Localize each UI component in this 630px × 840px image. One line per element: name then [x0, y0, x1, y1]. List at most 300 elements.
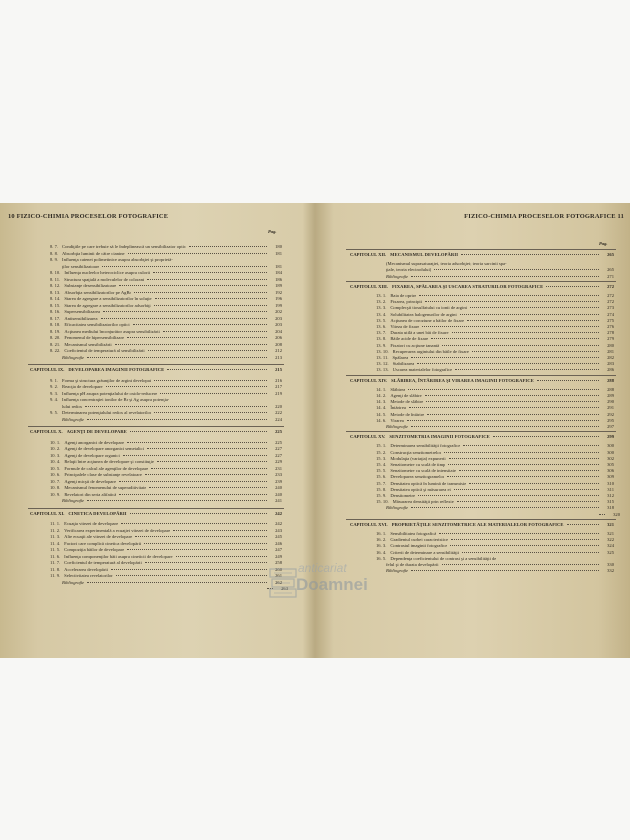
toc-chapter [350, 434, 614, 440]
toc-page-number: 280 [607, 342, 614, 348]
dot-leader [439, 533, 599, 534]
toc-entry [50, 554, 282, 560]
dot-leader [147, 448, 267, 449]
toc-entry-number: 13. 3. [376, 305, 387, 311]
toc-entry-title: Influenţa pH asupra potenţialului de oxido-reducere [62, 390, 158, 396]
toc-entry-title: Fenomenul de hipersensibilizare [64, 335, 125, 340]
dot-leader [85, 406, 267, 407]
toc-entry-title: Reacţia de developare [62, 384, 103, 389]
dot-leader [411, 357, 599, 358]
toc-entry-title: Senzitometre cu scală de timp [390, 462, 446, 467]
dot-leader [411, 570, 599, 571]
toc-page-number: 245 [275, 534, 282, 539]
toc-entry-number: 11. 5. [50, 547, 61, 552]
toc-bibliography [62, 355, 282, 361]
toc-page-number: 276 [607, 324, 614, 329]
toc-entry-title: Durata utilă a unei băi de fixare [390, 330, 449, 336]
chapter-rule [28, 508, 284, 509]
dot-leader [422, 326, 599, 327]
toc-entry-number: 16. 2. [376, 537, 387, 543]
toc-entry-title: Agenţi de developare organici [64, 452, 120, 458]
toc-entry [376, 537, 614, 543]
dot-leader [167, 369, 267, 370]
toc-entry-title: Modulaţia (variaţia) expunerii [390, 455, 446, 461]
toc-entry [386, 261, 614, 267]
toc-entry [50, 342, 282, 348]
toc-entry [376, 418, 614, 424]
toc-page-number: 243 [275, 527, 282, 533]
toc-entry-number: 15. 5. [376, 468, 387, 474]
dot-leader [154, 305, 267, 306]
dot-leader [418, 495, 599, 496]
dot-leader [444, 452, 599, 453]
dot-leader [455, 369, 599, 370]
toc-entry-title: Agenţi anorganici de developare [64, 439, 125, 445]
toc-page-number: 203 [275, 315, 282, 321]
dot-leader [155, 298, 267, 299]
toc-entry-title: Alte ecuaţii ale vitezei de developare [64, 534, 133, 539]
toc-entry [376, 343, 614, 349]
watermark-line-1: anticariat [298, 561, 347, 575]
toc-entry [50, 547, 282, 553]
toc-entry-title: Agenţi micşti de developare [64, 478, 117, 484]
toc-entry-number: 8. 15. [50, 302, 61, 308]
dot-leader [567, 524, 599, 525]
toc-entry-number: 13. 4. [376, 311, 387, 317]
toc-bibliography [386, 568, 614, 574]
dot-leader [153, 272, 267, 273]
toc-entry-title: Coeficientul de temperatură al sensibilizării [64, 348, 145, 353]
toc-entry-title: SENZITOMETRIA IMAGINII FOTOGRAFICE [389, 434, 490, 440]
toc-entry-title: Ecuaţia vitezei de developare [64, 521, 119, 526]
dot-leader [134, 292, 267, 293]
toc-entry [50, 440, 282, 446]
toc-page-number: 239 [275, 478, 282, 484]
chapter-rule [346, 375, 616, 376]
toc-entry-number: 14. 2. [376, 393, 387, 398]
chapter-rule [346, 249, 616, 250]
toc-page-number: 258 [275, 560, 282, 565]
toc-entry [50, 472, 282, 478]
toc-entry-title: Influenţa nucleelor heterociclice asupra culorii [64, 270, 151, 275]
toc-entry [50, 348, 282, 354]
dot-leader [121, 523, 267, 524]
toc-entry-title: felul şi de durata developării [386, 562, 439, 567]
dot-leader [461, 254, 599, 255]
toc-entry [376, 312, 614, 318]
toc-entry-title: Dependenţa coeficientului de contrast şi a sensibilităţii de [390, 555, 497, 561]
toc-entry-title: Revelatori din seria alifatică [64, 491, 117, 497]
toc-bibliography [62, 498, 282, 504]
toc-entry [50, 296, 282, 302]
toc-entry-title: Densitometre [390, 493, 416, 498]
dot-leader [154, 412, 267, 413]
dot-leader [463, 445, 599, 446]
toc-page-number: 208 [275, 341, 282, 347]
toc-page-number: 206 [275, 335, 282, 340]
dot-leader [154, 380, 267, 381]
toc-page-number: 311 [607, 486, 614, 492]
toc-page-number: 286 [607, 367, 614, 373]
toc-page-number: 281 [607, 348, 614, 354]
toc-entry-title: Condiţiile pe care trebuie să le îndeplinească un sensibilizator optic [62, 244, 186, 249]
toc-page-number: 332 [607, 568, 614, 574]
toc-entry-title: Antisensibilizarea [64, 315, 98, 321]
toc-page-number: 196 [275, 296, 282, 301]
toc-page-number: 278 [607, 330, 614, 336]
toc-entry [376, 355, 614, 361]
toc-entry-title: Bibliografie [62, 498, 85, 503]
toc-entry [50, 244, 282, 250]
toc-entry-number: 9. 5. [50, 410, 59, 415]
toc-entry-number: 8. 7. [50, 244, 59, 249]
toc-page-number: 189 [275, 283, 282, 288]
toc-entry-title: Factori care complică cinetica developării [64, 540, 142, 546]
chapter-rule [346, 281, 616, 282]
dot-leader [127, 337, 267, 338]
toc-entry-title: Contrastul imaginii fotografice [390, 543, 448, 549]
toc-entry [376, 443, 614, 449]
dot-leader [103, 311, 267, 312]
toc-entry [50, 270, 282, 276]
toc-page-number: 330 [607, 562, 614, 567]
dot-leader [144, 543, 267, 544]
dot-leader [442, 345, 599, 346]
toc-entry-title: Fixatori cu acţiune tanantă [390, 342, 440, 348]
toc-entry-title: Agenţi de developare anorganici semetalici [64, 446, 144, 451]
toc-entry-number: 10. 5. [50, 465, 61, 471]
toc-entry-title: DEVELOPAREA IMAGINII FOTOGRAFICE [68, 367, 165, 372]
toc-page-number: 271 [607, 273, 614, 279]
toc-entry-title: Selectivitatea revelatorilor [64, 573, 113, 578]
toc-entry [376, 330, 614, 336]
dot-leader [431, 338, 599, 339]
toc-entry-number: CAPITOLUL X. [30, 429, 63, 434]
dot-leader [448, 464, 599, 465]
toc-entry-title: Virarea [390, 417, 404, 423]
toc-page-number: 273 [607, 305, 614, 311]
dot-leader [173, 530, 267, 531]
toc-entry-title: Developarea senzitogramelor [390, 474, 445, 480]
dot-leader [163, 331, 267, 332]
toc-entry-title: ţiale, teoria electrodului) [386, 267, 432, 273]
toc-page-number: 305 [607, 462, 614, 467]
toc-page-number: 310 [607, 480, 614, 486]
toc-page-number: 295 [607, 417, 614, 423]
toc-entry [376, 531, 614, 537]
dot-leader [470, 307, 599, 308]
toc-page-number: 300 [607, 443, 614, 449]
toc-entry-number: 15. 2. [376, 449, 387, 455]
dot-leader [111, 569, 267, 570]
dot-leader [102, 266, 267, 267]
toc-chapter [30, 429, 282, 435]
toc-entry [50, 528, 282, 534]
toc-entry-number: 15. 1. [376, 443, 387, 449]
toc-page-number: 204 [275, 328, 282, 334]
toc-page-number: 231 [275, 465, 282, 471]
toc-page-number: 261 [275, 573, 282, 578]
toc-page-number: 309 [607, 474, 614, 480]
toc-page-number: 227 [275, 452, 282, 458]
toc-entry-title: Substanţe desensibilizatoare [64, 283, 117, 288]
dot-leader [115, 344, 267, 345]
toc-entry-title: Complecşii tiosulfatului cu ionii de argint [390, 305, 467, 311]
dot-leader [119, 494, 267, 495]
toc-page-number: 299 [607, 434, 614, 440]
toc-entry [50, 534, 282, 540]
toc-entry-title: Bibliografie [386, 505, 409, 511]
dot-leader [130, 513, 267, 514]
toc-entry-number: 13. 6. [376, 324, 387, 329]
toc-page-number: 265 [607, 252, 614, 257]
toc-entry [376, 412, 614, 418]
toc-entry-title: Sensibilitatea fotografică [390, 531, 437, 536]
toc-entry-number: 14. 5. [376, 411, 387, 417]
toc-page-number: 227 [275, 446, 282, 451]
toc-entry-number: 8. 21. [50, 341, 61, 347]
toc-entry-title: Determinarea potenţialului redox al revelatorilor [62, 410, 152, 415]
dot-leader [116, 575, 267, 576]
toc-entry-title: Băile acide de fixare [390, 336, 429, 342]
toc-entry [376, 405, 614, 411]
watermark-stamp [268, 561, 368, 633]
toc-entry-title: Formule de calcul ale agenţilor de developare [64, 465, 149, 471]
toc-page-number: 306 [607, 468, 614, 474]
toc-entry-title: Bibliografie [62, 579, 85, 585]
toc-entry-number: 8. 10. [50, 270, 61, 275]
toc-entry-number: 11. 6. [50, 553, 61, 559]
dot-leader [408, 389, 599, 390]
toc-entry-number: 8. 12. [50, 283, 61, 288]
dot-leader [472, 351, 599, 352]
toc-entry [376, 393, 614, 399]
toc-entry-number: 11. 3. [50, 534, 61, 539]
toc-entry [376, 336, 614, 342]
toc-entry-number: 8. 22. [50, 348, 61, 353]
toc-entry-number: 10. 4. [50, 459, 61, 464]
dot-leader [442, 564, 599, 565]
toc-entry-number: 14. 4. [376, 405, 387, 411]
toc-entry [50, 521, 282, 527]
toc-entry [50, 560, 282, 566]
toc-entry-title: CINETICA DEVELOPĂRII [68, 510, 127, 516]
dot-leader [599, 514, 605, 515]
toc-entry-number: 8. 8. [50, 250, 59, 256]
toc-entry-title: Spălarea [392, 355, 409, 360]
toc-entry-number: 13. 11. [376, 355, 389, 360]
toc-page-number: 289 [607, 393, 614, 398]
toc-bibliography [62, 580, 282, 586]
toc-entry-number: CAPITOLUL XIV. [350, 377, 388, 383]
toc-entry-number: 15. 7. [376, 480, 387, 486]
toc-bibliography [386, 505, 614, 511]
toc-entry-number: 8. 19. [50, 328, 61, 334]
toc-page-number: 186 [275, 276, 282, 282]
toc-entry-number: 16. 3. [376, 543, 387, 549]
toc-entry [50, 251, 282, 257]
toc-page-number: 297 [607, 424, 614, 429]
dot-leader [149, 487, 267, 488]
toc-page-number: 199 [275, 302, 282, 308]
toc-entry-number: 8. 14. [50, 296, 61, 301]
dot-leader [449, 458, 599, 459]
toc-entry-number: 11. 7. [50, 560, 61, 565]
toc-entry-number: 11. 2. [50, 527, 61, 533]
toc-entry [376, 550, 614, 556]
toc-entry-number: 15. 6. [376, 474, 387, 480]
toc-page-number: 260 [275, 566, 282, 572]
toc-entry [50, 466, 282, 472]
toc-entry [376, 499, 614, 505]
dot-leader [427, 414, 599, 415]
toc-entry-title: Influenţa catenei polimetinice asupra absorbţiei şi proprietă- [62, 257, 173, 262]
toc-entry-number: 13. 1. [376, 293, 387, 298]
toc-entry [50, 492, 282, 498]
toc-page-number: 300 [607, 449, 614, 455]
toc-entry-title: Bibliografie [386, 424, 409, 429]
toc-page-number: 321 [607, 531, 614, 536]
toc-entry-number: 14. 6. [376, 417, 387, 423]
toc-entry-number: 11. 4. [50, 540, 61, 546]
toc-entry [376, 462, 614, 468]
toc-entry [50, 459, 282, 465]
toc-entry-number: 8. 11. [50, 276, 61, 282]
toc-page-number: 283 [607, 361, 614, 367]
toc-page-number: 290 [607, 399, 614, 405]
toc-entry-number: 9. 2. [50, 384, 59, 389]
toc-entry-number: 16. 5. [376, 555, 387, 561]
toc-entry [376, 293, 614, 299]
toc-entry [50, 541, 282, 547]
toc-entry-number: 13. 10. [376, 348, 389, 354]
dot-leader [459, 470, 599, 471]
toc-entry-title: Baia de oprire [390, 293, 417, 298]
toc-page-number: 288 [607, 386, 614, 392]
dot-leader [87, 582, 267, 583]
toc-entry-title: Starea de agregare a sensibilizatorilor adsorbiţi [64, 302, 151, 308]
toc-entry-number: 11. 8. [50, 566, 61, 572]
toc-entry-number: 10. 3. [50, 452, 61, 458]
toc-entry-title: Măsurarea densităţii prin reflexie [392, 499, 454, 505]
dot-leader [148, 350, 267, 351]
toc-entry-title: Criterii de determinare a sensibilităţii [390, 549, 459, 555]
toc-entry [376, 399, 614, 405]
toc-entry-title: Bibliografie [386, 273, 409, 279]
toc-entry-title: Gradientul curbei caracteristice [390, 537, 448, 543]
dot-leader [157, 461, 267, 462]
dot-leader [189, 246, 267, 247]
chapter-rule [28, 364, 284, 365]
toc-bibliography [386, 274, 614, 280]
toc-page-number: 240 [275, 491, 282, 497]
toc-entry [50, 485, 282, 491]
toc-entry-title: Structura spaţială a moleculelor de colorant [64, 276, 145, 282]
toc-entry-title: Slăbirea [390, 386, 406, 392]
toc-entry [50, 453, 282, 459]
dot-leader [411, 276, 599, 277]
toc-entry-number: 16. 4. [376, 549, 387, 555]
dot-leader [451, 539, 599, 540]
toc-entry-number: 8. 9. [50, 257, 59, 262]
toc-page-number: 318 [607, 505, 614, 511]
toc-entry-number: 8. 20. [50, 335, 61, 340]
toc-entry-title: Agenţi de slăbire [390, 393, 422, 398]
dot-leader [407, 420, 599, 421]
right-running-head: FIZICO-CHIMIA PROCESELOR FOTOGRAFICE 11 [464, 213, 624, 220]
toc-entry [50, 335, 282, 341]
toc-entry-number: 15. 3. [376, 455, 387, 461]
toc-page-number: 233 [275, 472, 282, 477]
toc-entry-title: Solubilitatea halogenurilor de argint [390, 311, 457, 317]
toc-page-number: 224 [275, 416, 282, 422]
toc-entry-title: lului redox [62, 403, 83, 409]
toc-chapter [350, 252, 614, 258]
toc-entry-title: Fixarea, principii [390, 299, 422, 305]
dot-leader [128, 253, 267, 254]
toc-entry [50, 573, 282, 579]
toc-entry-number: 14. 3. [376, 399, 387, 405]
toc-entry-number: CAPITOLUL IX. [30, 367, 65, 372]
toc-page-number: 279 [607, 336, 614, 342]
toc-entry [376, 474, 614, 480]
toc-entry-number: 9. 3. [50, 390, 59, 396]
toc-page-number: 312 [607, 493, 614, 498]
toc-entry-title: FIXAREA, SPĂLAREA ŞI USCAREA STRATURILOR FOTOGRAFICE [391, 283, 544, 289]
toc-entry [376, 556, 614, 562]
toc-page-number: 247 [275, 547, 282, 552]
dot-leader [87, 357, 267, 358]
toc-page-number: 263 [281, 586, 288, 591]
toc-page-number: 202 [275, 309, 282, 314]
toc-entry-title: Influenţa componenţilor băii asupra cineticii de developare [64, 553, 173, 559]
toc-entry [376, 318, 614, 324]
toc-entry [50, 378, 282, 384]
toc-entry [50, 283, 282, 289]
toc-entry-number: 15. 10. [376, 499, 389, 505]
dot-leader [87, 500, 267, 501]
toc-page-number: 181 [275, 263, 282, 269]
toc-page-number: 246 [275, 540, 282, 546]
dot-leader [127, 442, 267, 443]
toc-page-number: 219 [275, 390, 282, 396]
dot-leader [411, 426, 599, 427]
toc-page-number: 215 [275, 367, 282, 372]
dot-leader [409, 407, 599, 408]
toc-entry [50, 567, 282, 573]
toc-page-number: 217 [275, 384, 282, 389]
toc-entry-number: 10. 1. [50, 439, 61, 445]
toc-entry [376, 361, 614, 367]
left-running-head: 10 FIZICO-CHIMIA PROCESELOR FOTOGRAFICE [8, 213, 169, 220]
toc-page-number: 192 [275, 289, 282, 295]
toc-entry-number: 9. 1. [50, 377, 59, 383]
dot-leader [537, 380, 599, 381]
toc-entry-title: Eficacitatea sensibilizatorilor optici [64, 322, 130, 327]
dot-leader [127, 549, 267, 550]
toc-page-number: 180 [275, 244, 282, 249]
book-spread [0, 203, 630, 658]
toc-entry-number: CAPITOLUL XI. [30, 510, 65, 516]
dot-leader [133, 324, 267, 325]
toc-entry-title: Supersensibilizarea [64, 309, 101, 314]
toc-page-number: 302 [607, 455, 614, 461]
dot-leader [426, 401, 599, 402]
dot-leader [119, 481, 267, 482]
toc-page-number: 242 [275, 521, 282, 526]
toc-page-number: 291 [607, 405, 614, 411]
toc-entry-title: Stabilizarea [392, 361, 415, 367]
